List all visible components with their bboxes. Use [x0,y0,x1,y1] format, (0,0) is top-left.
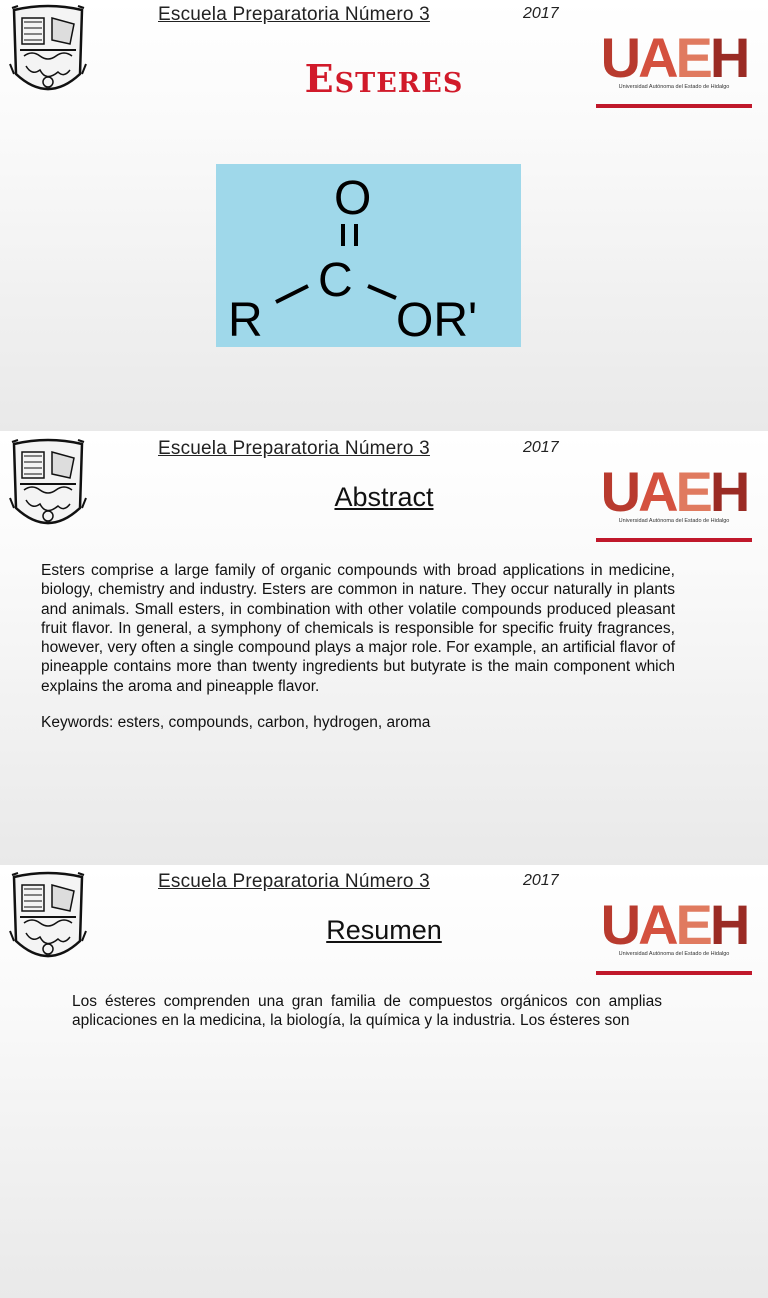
year-label: 2017 [523,439,559,456]
structure-r-group: R [228,294,263,347]
uaeh-logo-subtitle: Universidad Autónoma del Estado de Hidalgo [618,84,730,90]
uaeh-logo-text: UAEH [600,893,748,956]
year-label: 2017 [523,5,559,22]
bond-right [368,286,396,298]
abstract-heading: Abstract [334,482,434,512]
resumen-heading: Resumen [326,915,442,945]
slide-abstract [0,434,768,865]
abstract-paragraph: Esters comprise a large family of organic compounds with broad applications in medicine, biology, chemistry and industry. Esters are common in nature. They occur naturally in plants and animals. Small esters, in combination with other volatile compounds produced pleasant fruit flavor. In general, a symphony of chemicals is responsible for specific fruity fragrances, however, very often a single compound plays a major role. For example, an artificial flavor of pineapple contains more than twenty ingredients but butyrate is the main component which explains the aroma and pineapple flavor. [41,562,675,695]
ester-structure-diagram [216,164,521,347]
uaeh-logo-bar [596,538,752,542]
uaeh-logo-subtitle: Universidad Autónoma del Estado de Hidalgo [618,951,730,957]
structure-or-prime: OR' [396,294,478,347]
slide-resumen [0,867,768,1298]
resumen-body: Los ésteres comprenden una gran familia de compuestos orgánicos con amplias aplicaciones en la medicina, la biología, la química y la industria. Los ésteres son [72,993,662,1030]
uaeh-logo-text: UAEH [600,460,748,523]
structure-carbon: C [318,254,353,307]
school-name: Escuela Preparatoria Número 3 [158,438,430,459]
slide-title: Esteres [304,56,464,101]
structure-oxygen-top: O [334,172,372,225]
uaeh-logo-text: UAEH [600,26,748,89]
school-name: Escuela Preparatoria Número 3 [158,4,430,25]
abstract-body [41,561,675,732]
uaeh-logo-bar [596,104,752,108]
abstract-keywords: Keywords: esters, compounds, carbon, hydrogen, aroma [41,714,431,732]
school-name: Escuela Preparatoria Número 3 [158,871,430,892]
year-label: 2017 [523,872,559,889]
uaeh-logo-bar [596,971,752,975]
bond-left [276,286,308,302]
slide-esteres [0,0,768,431]
uaeh-logo-subtitle: Universidad Autónoma del Estado de Hidalgo [618,518,730,524]
